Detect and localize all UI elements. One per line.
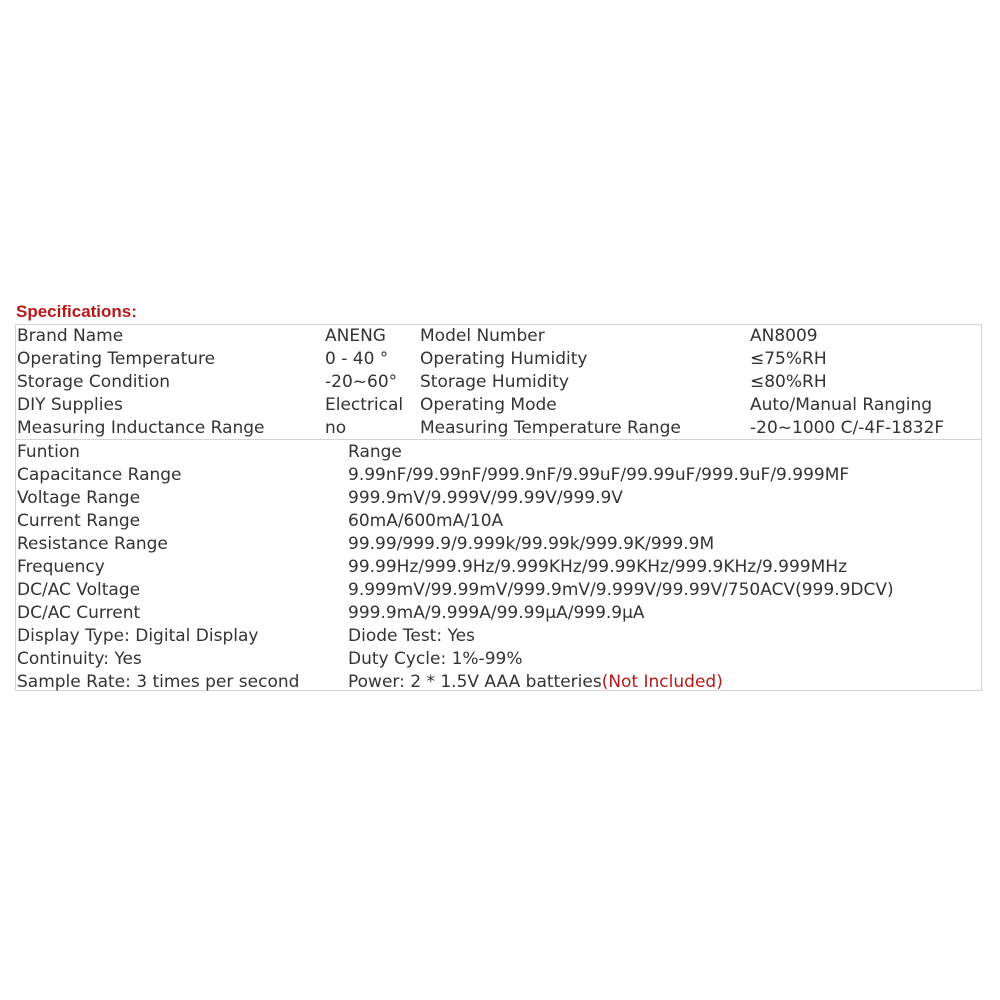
spec-value: ≤75%RH (750, 349, 827, 369)
function-name: Current Range (17, 511, 141, 531)
function-name: Display Type: Digital Display (17, 626, 259, 646)
basic-spec-row (0, 371, 1000, 394)
spec-value: -20~1000 C/-4F-1832F (750, 418, 945, 438)
spec-label: Measuring Inductance Range (17, 418, 265, 438)
basic-spec-row (0, 394, 1000, 417)
spec-value: -20~60° (325, 372, 398, 392)
spec-label: Operating Mode (420, 395, 557, 415)
spec-value: ANENG (325, 326, 386, 346)
spec-value: no (325, 418, 347, 438)
function-row (0, 625, 1000, 648)
basic-spec-row (0, 417, 1000, 440)
spec-label: Storage Condition (17, 372, 171, 392)
range-column-header: Range (348, 442, 402, 462)
function-range: Diode Test: Yes (348, 626, 475, 646)
function-row (0, 648, 1000, 671)
power-spec: Power: 2 * 1.5V AAA batteries (348, 672, 602, 692)
spec-label: Operating Temperature (17, 349, 216, 369)
function-range: 9.999mV/99.99mV/999.9mV/9.999V/99.99V/750ACV(999.9DCV) (348, 580, 894, 600)
function-range: 999.9mA/9.999A/99.99μA/999.9μA (348, 603, 645, 623)
function-row (0, 464, 1000, 487)
function-range: Duty Cycle: 1%-99% (348, 649, 523, 669)
function-name: Capacitance Range (17, 465, 182, 485)
spec-label: Operating Humidity (420, 349, 588, 369)
function-range-power (348, 671, 723, 694)
function-row (0, 556, 1000, 579)
function-name: Resistance Range (17, 534, 168, 554)
function-range: 99.99/999.9/9.999k/99.99k/999.9K/999.9M (348, 534, 715, 554)
spec-value: AN8009 (750, 326, 818, 346)
spec-label: Model Number (420, 326, 545, 346)
function-range: 99.99Hz/999.9Hz/9.999KHz/99.99KHz/999.9KHz/9.999MHz (348, 557, 847, 577)
specifications-heading: Specifications: (16, 302, 137, 321)
function-row (0, 487, 1000, 510)
spec-label: Brand Name (17, 326, 124, 346)
function-row (0, 579, 1000, 602)
function-name: Continuity: Yes (17, 649, 142, 669)
function-name: Voltage Range (17, 488, 141, 508)
function-row (0, 671, 1000, 694)
function-table-header (0, 441, 1000, 464)
spec-value: 0 - 40 ° (325, 349, 389, 369)
spec-label: Storage Humidity (420, 372, 569, 392)
spec-label: DIY Supplies (17, 395, 123, 415)
not-included-note: (Not Included) (601, 672, 723, 692)
basic-spec-row (0, 325, 1000, 348)
spec-value: Auto/Manual Ranging (750, 395, 933, 415)
function-range: 999.9mV/9.999V/99.99V/999.9V (348, 488, 623, 508)
function-column-header: Funtion (17, 442, 80, 462)
function-range: 60mA/600mA/10A (348, 511, 504, 531)
basic-spec-row (0, 348, 1000, 371)
function-name: Sample Rate: 3 times per second (17, 672, 300, 692)
function-name: DC/AC Voltage (17, 580, 141, 600)
function-name: Frequency (17, 557, 105, 577)
function-row (0, 602, 1000, 625)
function-name: DC/AC Current (17, 603, 141, 623)
function-row (0, 510, 1000, 533)
spec-value: Electrical (325, 395, 404, 415)
function-range: 9.99nF/99.99nF/999.9nF/9.99uF/99.99uF/999.9uF/9.999MF (348, 465, 850, 485)
spec-label: Measuring Temperature Range (420, 418, 681, 438)
function-row (0, 533, 1000, 556)
spec-value: ≤80%RH (750, 372, 827, 392)
